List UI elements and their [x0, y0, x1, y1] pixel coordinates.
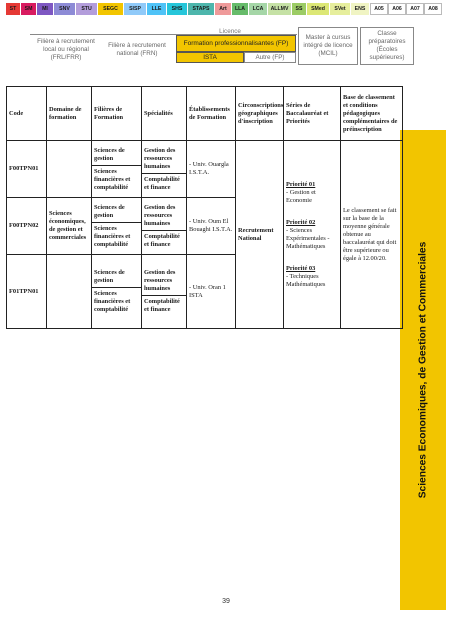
classement-cell: Le classement se fait sur la base de la moyenne générale obtenue au baccalauréat qui doit être supérieure ou égale à 12.00/20.: [341, 141, 403, 329]
stream-tab-mi[interactable]: MI: [37, 3, 54, 15]
domaine-cell-empty: [47, 141, 92, 198]
stream-tab-a05[interactable]: A05: [370, 3, 388, 15]
header-specialites: Spécialités: [142, 87, 187, 141]
etablissement-cell: - Univ. Ouargla I.S.T.A.: [187, 141, 236, 198]
etablissement-cell: - Univ. Oran 1 ISTA: [187, 255, 236, 329]
row-code: F01TPN01: [7, 255, 47, 329]
priorite-3-title: Priorité 03: [286, 264, 316, 272]
specialite-grh: Gestion des ressources humaines: [142, 202, 186, 231]
etablissement-cell: - Univ. Oum El Bouaghi I.S.T.A.: [187, 198, 236, 255]
priorite-3-items: - Techniques Mathématiques: [286, 272, 326, 288]
specialite-grh: Gestion des ressources humaines: [142, 267, 186, 296]
filiere-finance: Sciences financières et comptabilité: [94, 290, 131, 313]
table-row: [7, 141, 403, 198]
stream-tab-a06[interactable]: A06: [388, 3, 406, 15]
stream-tab-sisp[interactable]: SISP: [124, 3, 147, 15]
filiere-cell: [92, 198, 142, 255]
legend-ista: ISTA: [176, 52, 244, 63]
header-filieres: Filières de Formation: [92, 87, 142, 141]
legend-autre: Autre (FP): [244, 52, 296, 63]
stream-tab-shs[interactable]: SHS: [167, 3, 188, 15]
row-code: F00TPN01: [7, 141, 47, 198]
stream-tab-svet[interactable]: SVet: [330, 3, 351, 15]
filiere-gestion: Sciences de gestion: [92, 145, 141, 166]
filiere-cell: [92, 141, 142, 198]
stream-tab-staps[interactable]: STAPS: [188, 3, 215, 15]
legend-classe: Classe préparatoires (Écoles supérieures): [360, 27, 414, 65]
stream-tab-stu[interactable]: STU: [76, 3, 98, 15]
stream-tab-a07[interactable]: A07: [406, 3, 424, 15]
stream-tab-segc[interactable]: SEGC: [98, 3, 124, 15]
filiere-cell: [92, 255, 142, 329]
header-etablissements: Établissements de Formation: [187, 87, 236, 141]
domaine-cell-empty: [47, 255, 92, 329]
stream-tab-allmv[interactable]: ALLMV: [268, 3, 292, 15]
stream-tab-ss[interactable]: SS: [292, 3, 307, 15]
stream-tab-sm[interactable]: SM: [21, 3, 37, 15]
legend-mcil: Master à cursus intégré de licence (MCIL): [298, 27, 358, 65]
filiere-gestion: Sciences de gestion: [92, 202, 141, 223]
recrutement-cell: Recrutement National: [236, 141, 284, 329]
filiere-gestion: Sciences de gestion: [92, 267, 141, 288]
header-circonscriptions: Circonscriptions géographiques d'inscription: [236, 87, 284, 141]
specialite-compta: Comptabilité et finance: [144, 175, 180, 191]
legend-frn: Filière à recrutement national (FRN): [108, 42, 166, 57]
priorite-2-title: Priorité 02: [286, 218, 316, 226]
stream-tab-a08[interactable]: A08: [424, 3, 442, 15]
stream-tab-lla[interactable]: LLA: [232, 3, 249, 15]
priorite-1-items: - Gestion et Economie: [286, 188, 316, 204]
stream-tab-art[interactable]: Art: [215, 3, 232, 15]
header-series: Séries de Baccalauréat et Priorités: [284, 87, 341, 141]
specialite-grh: Gestion des ressources humaines: [142, 145, 186, 174]
priorite-1-title: Priorité 01: [286, 180, 316, 188]
page-number: 39: [222, 598, 230, 605]
licence-label: Licence: [219, 28, 241, 35]
header-code: Code: [7, 87, 47, 141]
domaine-cell: Sciences économiques, de gestion et commerciales: [47, 198, 92, 255]
specialite-cell: [142, 141, 187, 198]
specialite-compta: Comptabilité et finance: [144, 298, 180, 313]
stream-tab-ens[interactable]: ENS: [351, 3, 370, 15]
legend-frl: Filière à recrutement local ou régional (FRL/FRR): [37, 38, 95, 61]
header-base: Base de classement et conditions pédagogiques complémentaires de préinscription: [341, 87, 403, 141]
table-header-row: [7, 87, 403, 141]
filiere-finance: Sciences financières et comptabilité: [94, 167, 131, 191]
header-domaine: Domaine de formation: [47, 87, 92, 141]
stream-tab-strip: [6, 3, 446, 15]
legend-fp: Formation professionnalisantes (FP): [176, 35, 296, 52]
stream-tab-lle[interactable]: LLE: [147, 3, 167, 15]
formations-table: [6, 86, 403, 329]
stream-tab-st[interactable]: ST: [6, 3, 21, 15]
stream-tab-lca[interactable]: LCA: [249, 3, 268, 15]
filiere-finance: Sciences financières et comptabilité: [94, 224, 131, 248]
specialite-cell: [142, 198, 187, 255]
stream-tab-snv[interactable]: SNV: [54, 3, 76, 15]
row-code: F00TPN02: [7, 198, 47, 255]
specialite-cell: [142, 255, 187, 329]
priorite-2-items: - Sciences Expérimentales - Mathématiques: [286, 226, 330, 250]
stream-tab-smed[interactable]: SMed: [307, 3, 330, 15]
side-title-text: Sciences Economiques, de Gestion et Commerciales: [417, 241, 429, 499]
specialite-compta: Comptabilité et finance: [144, 232, 180, 248]
series-cell: [284, 141, 341, 329]
